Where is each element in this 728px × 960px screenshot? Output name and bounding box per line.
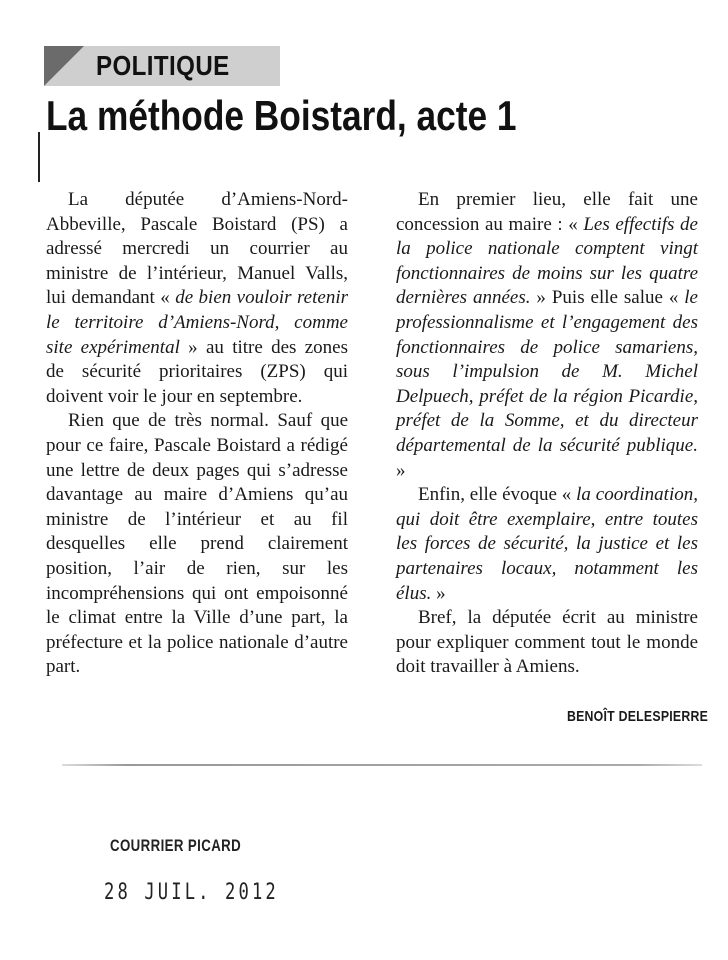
body-text: » Puis elle salue « (530, 287, 685, 309)
body-text: Rien que de très normal. Sauf que pour ce faire, Pascale Boistard a rédigé une lettre de deux pages qui s’adresse davantage au maire d’Amiens qu’au ministre de l’intérieur et au fil desquelles elle prend clairement position, l’air de rien, sur les incompréhensions qui ont empoisonné le climat entre la Ville d’une part, la préfecture et la police nationale d’autre part. (46, 410, 348, 678)
rubric-triangle-icon (44, 46, 84, 86)
body-text: La députée d’Amiens-Nord-Abbeville, Pascale Boistard (PS) a adressé mercredi un courrier au ministre de l’intérieur, Manuel Valls, lui demandant « (46, 189, 348, 309)
body-text: » (431, 582, 446, 604)
quote-text: Les effectifs de la police nationale comptent vingt fonctionnaires de moins sur les quatre dernières années. (396, 213, 698, 309)
body-text: Enfin, elle évoque « (418, 484, 577, 506)
quote-text: le professionnalisme et l’engagement des fonctionnaires de police samariens, sous l’impulsion de M. Michel Delpuech, préfet de la région Picardie, préfet de la Somme, et du directeur départemental de la sécurité publique. (396, 287, 698, 456)
byline: BENOÎT DELESPIERRE (566, 708, 708, 725)
body-text: » (396, 459, 406, 481)
margin-rule (38, 132, 40, 182)
body-text: En premier lieu, elle fait une concession au maire : « (396, 189, 698, 235)
body-text: » au titre des zones de sécurité prioritaires (ZPS) qui doivent voir le jour en septembre. (46, 336, 348, 407)
article-paragraph (46, 188, 348, 409)
article-paragraph (46, 409, 348, 680)
quote-text: de bien vouloir retenir le territoire d’Amiens-Nord, comme site expérimental (46, 287, 348, 358)
headline: La méthode Boistard, acte 1 (46, 92, 517, 139)
publication-stamp: COURRIER PICARD (110, 836, 242, 855)
quote-text: la coordination, qui doit être exemplaire, entre toutes les forces de sécurité, la justice et les partenaires locaux, notamment les élus. (396, 484, 698, 604)
article-paragraph (396, 188, 698, 483)
article-column-right (396, 188, 698, 680)
article-column-left (46, 188, 348, 680)
rubric-label: POLITIQUE (96, 50, 230, 81)
clipping-bottom-rule (62, 764, 702, 766)
body-text: Bref, la députée écrit au ministre pour expliquer comment tout le monde doit travailler à Amiens. (396, 607, 698, 678)
article-paragraph (396, 606, 698, 680)
date-stamp: 28 JUIL. 2012 (104, 880, 279, 905)
press-clipping (38, 44, 718, 760)
article-paragraph (396, 483, 698, 606)
